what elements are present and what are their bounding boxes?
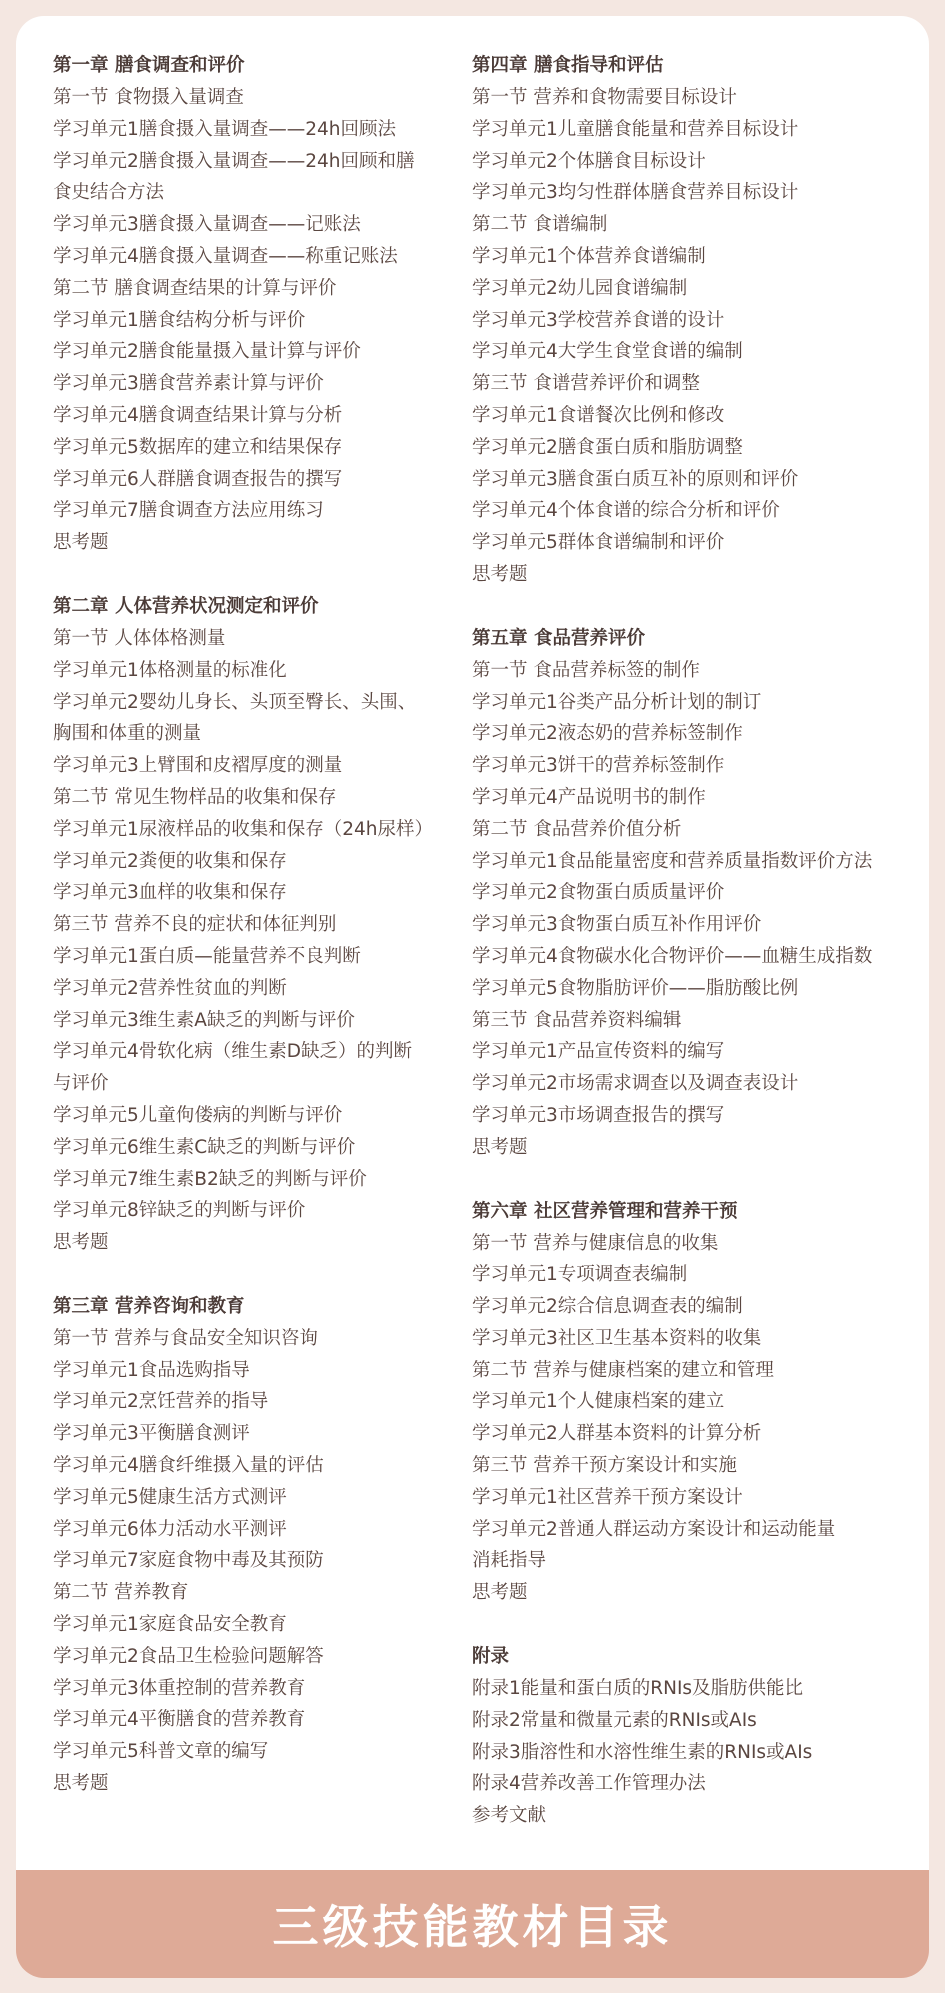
toc-line: 附录4营养改善工作管理办法: [472, 1773, 706, 1795]
toc-line: 第一节 营养和食物需要目标设计: [472, 87, 737, 108]
toc-line: 学习单元3社区卫生基本资料的收集: [472, 1327, 762, 1349]
toc-line: 第二节 营养教育: [53, 1582, 189, 1604]
chapter-title: 第六章 社区营养管理和营养干预: [472, 1200, 738, 1222]
toc-line: 学习单元3平衡膳食测评: [53, 1423, 250, 1445]
toc-line: 思考题: [53, 1773, 109, 1795]
toc-line: 学习单元7家庭食物中毒及其预防: [53, 1550, 324, 1572]
toc-line: 学习单元1谷类产品分析计划的制订: [472, 691, 762, 713]
toc-line: 思考题: [53, 532, 109, 554]
chapter-title: 第五章 食品营养评价: [472, 627, 645, 649]
toc-line: 学习单元3学校营养食谱的设计: [472, 309, 725, 331]
toc-line: 学习单元3食物蛋白质互补作用评价: [472, 914, 762, 936]
chapter-section: [472, 623, 882, 1164]
toc-line: 第一节 营养与食品安全知识咨询: [53, 1327, 318, 1349]
toc-line: 参考文献: [472, 1805, 547, 1827]
toc-line: 学习单元1个人健康档案的建立: [472, 1391, 725, 1413]
toc-line: 学习单元2个体膳食目标设计: [472, 150, 706, 172]
toc-card: [16, 16, 929, 1941]
toc-line: 消耗指导: [472, 1550, 547, 1572]
chapter-title: 附录: [472, 1646, 510, 1668]
toc-line: 第一节 人体体格测量: [53, 627, 226, 649]
toc-line: 思考题: [472, 1136, 528, 1158]
toc-line: 学习单元8锌缺乏的判断与评价: [53, 1200, 306, 1222]
toc-line: 学习单元2膳食蛋白质和脂肪调整: [472, 436, 743, 458]
toc-line: 学习单元1个体营养食谱编制: [472, 245, 706, 267]
toc-line: 第二节 食品营养价值分析: [472, 818, 682, 840]
toc-line: 食史结合方法: [53, 182, 165, 204]
left-column: [53, 50, 463, 1832]
toc-line: 学习单元2营养性贫血的判断: [53, 977, 287, 999]
toc-line: 第二节 营养与健康档案的建立和管理: [472, 1359, 774, 1381]
toc-line: 学习单元2粪便的收集和保存: [53, 850, 287, 872]
toc-line: 学习单元5健康生活方式测评: [53, 1486, 287, 1508]
toc-line: 学习单元2婴幼儿身长、头顶至臀长、头围、: [53, 691, 417, 713]
chapter-section: [472, 1641, 882, 1832]
toc-line: 学习单元4膳食摄入量调查——称重记账法: [53, 245, 398, 267]
chapter-title: 第二章 人体营养状况测定和评价: [53, 595, 319, 617]
toc-line: 学习单元2烹饪营养的指导: [53, 1391, 269, 1413]
toc-line: 学习单元3膳食营养素计算与评价: [53, 373, 324, 395]
toc-line: 第三节 食品营养资料编辑: [472, 1009, 682, 1031]
chapter-title: 第一章 膳食调查和评价: [53, 55, 245, 76]
toc-line: 学习单元1食品能量密度和营养质量指数评价方法: [472, 850, 873, 872]
toc-line: 第三节 食谱营养评价和调整: [472, 373, 700, 395]
toc-line: 学习单元4个体食谱的综合分析和评价: [472, 500, 780, 522]
toc-line: 学习单元2膳食摄入量调查——24h回顾和膳: [53, 150, 415, 172]
chapter-title: 第四章 膳食指导和评估: [472, 55, 664, 76]
chapter-section: [472, 50, 882, 591]
toc-line: 学习单元1膳食摄入量调查——24h回顾法: [53, 118, 397, 140]
chapter-section: [472, 1196, 882, 1610]
toc-line: 附录2常量和微量元素的RNIs或AIs: [472, 1709, 757, 1731]
toc-line: 学习单元5数据库的建立和结果保存: [53, 436, 343, 458]
toc-line: 思考题: [472, 1582, 528, 1604]
toc-line: 思考题: [53, 1232, 109, 1254]
toc-line: 思考题: [472, 563, 528, 585]
toc-line: 学习单元1体格测量的标准化: [53, 659, 287, 681]
toc-line: 学习单元1产品宣传资料的编写: [472, 1041, 725, 1063]
toc-line: 胸围和体重的测量: [53, 723, 202, 745]
toc-line: 学习单元1食谱餐次比例和修改: [472, 404, 725, 426]
toc-line: 第一节 营养与健康信息的收集: [472, 1232, 719, 1254]
toc-line: 学习单元3上臂围和皮褶厚度的测量: [53, 755, 343, 777]
toc-line: 学习单元5科普文章的编写: [53, 1741, 269, 1763]
toc-line: 学习单元1专项调查表编制: [472, 1264, 688, 1286]
toc-line: 学习单元2市场需求调查以及调查表设计: [472, 1073, 799, 1095]
toc-line: 学习单元3维生素A缺乏的判断与评价: [53, 1009, 355, 1031]
toc-line: 学习单元4骨软化病（维生素D缺乏）的判断: [53, 1041, 413, 1063]
toc-line: 第二节 食谱编制: [472, 214, 608, 236]
toc-line: 第一节 食物摄入量调查: [53, 87, 244, 108]
toc-line: 学习单元3膳食摄入量调查——记账法: [53, 214, 361, 236]
toc-line: 学习单元2液态奶的营养标签制作: [472, 723, 743, 745]
toc-line: 学习单元1食品选购指导: [53, 1359, 250, 1381]
toc-line: 学习单元5儿童佝偻病的判断与评价: [53, 1104, 343, 1126]
toc-line: 学习单元4膳食纤维摄入量的评估: [53, 1455, 324, 1477]
toc-line: 第二节 常见生物样品的收集和保存: [53, 786, 337, 808]
toc-line: 学习单元1社区营养干预方案设计: [472, 1486, 743, 1508]
toc-line: 学习单元2普通人群运动方案设计和运动能量: [472, 1518, 836, 1540]
toc-line: 学习单元4平衡膳食的营养教育: [53, 1709, 306, 1731]
toc-line: 学习单元7维生素B2缺乏的判断与评价: [53, 1168, 367, 1190]
toc-line: 学习单元2人群基本资料的计算分析: [472, 1423, 762, 1445]
toc-line: 学习单元3均匀性群体膳食营养目标设计: [472, 182, 799, 204]
toc-line: 学习单元3膳食蛋白质互补的原则和评价: [472, 468, 799, 490]
toc-line: 与评价: [53, 1073, 109, 1095]
chapter-title: 第三章 营养咨询和教育: [53, 1295, 245, 1317]
chapter-section: [53, 1291, 463, 1800]
toc-line: 学习单元1尿液样品的收集和保存（24h尿样）: [53, 818, 434, 840]
toc-line: 第一节 食品营养标签的制作: [472, 659, 700, 681]
toc-line: 学习单元4产品说明书的制作: [472, 786, 706, 808]
toc-line: 学习单元5群体食谱编制和评价: [472, 532, 725, 554]
toc-line: 学习单元4膳食调查结果计算与分析: [53, 404, 343, 426]
toc-line: 学习单元1膳食结构分析与评价: [53, 309, 306, 331]
toc-line: 附录1能量和蛋白质的RNIs及脂肪供能比: [472, 1678, 804, 1700]
toc-line: 学习单元2幼儿园食谱编制: [472, 277, 688, 299]
footer-banner: [16, 1870, 929, 1978]
toc-line: 学习单元2膳食能量摄入量计算与评价: [53, 341, 361, 363]
toc-line: 学习单元6维生素C缺乏的判断与评价: [53, 1136, 356, 1158]
toc-line: 第三节 营养干预方案设计和实施: [472, 1455, 737, 1477]
chapter-section: [53, 591, 463, 1259]
chapter-section: [53, 50, 463, 559]
toc-line: 学习单元2食品卫生检验问题解答: [53, 1645, 324, 1667]
footer-title: 三级技能教材目录: [272, 1900, 673, 1954]
toc-line: 学习单元3血样的收集和保存: [53, 882, 287, 904]
toc-line: 附录3脂溶性和水溶性维生素的RNIs或AIs: [472, 1741, 813, 1763]
toc-line: 学习单元4食物碳水化合物评价——血糖生成指数: [472, 945, 873, 967]
toc-line: 学习单元2综合信息调查表的编制: [472, 1296, 743, 1318]
toc-line: 学习单元3市场调查报告的撰写: [472, 1104, 725, 1126]
right-column: [472, 50, 882, 1864]
toc-line: 第三节 营养不良的症状和体征判别: [53, 914, 337, 936]
toc-line: 学习单元5食物脂肪评价——脂肪酸比例: [472, 977, 799, 999]
toc-line: 学习单元4大学生食堂食谱的编制: [472, 341, 743, 363]
toc-line: 学习单元7膳食调查方法应用练习: [53, 500, 324, 522]
toc-line: 学习单元1蛋白质—能量营养不良判断: [53, 945, 361, 967]
toc-line: 学习单元1儿童膳食能量和营养目标设计: [472, 118, 799, 140]
toc-line: 学习单元3饼干的营养标签制作: [472, 755, 725, 777]
toc-line: 学习单元6人群膳食调查报告的撰写: [53, 468, 343, 490]
toc-line: 第二节 膳食调查结果的计算与评价: [53, 277, 337, 299]
toc-line: 学习单元2食物蛋白质质量评价: [472, 882, 725, 904]
toc-line: 学习单元3体重控制的营养教育: [53, 1677, 306, 1699]
toc-line: 学习单元1家庭食品安全教育: [53, 1614, 287, 1636]
toc-line: 学习单元6体力活动水平测评: [53, 1518, 287, 1540]
